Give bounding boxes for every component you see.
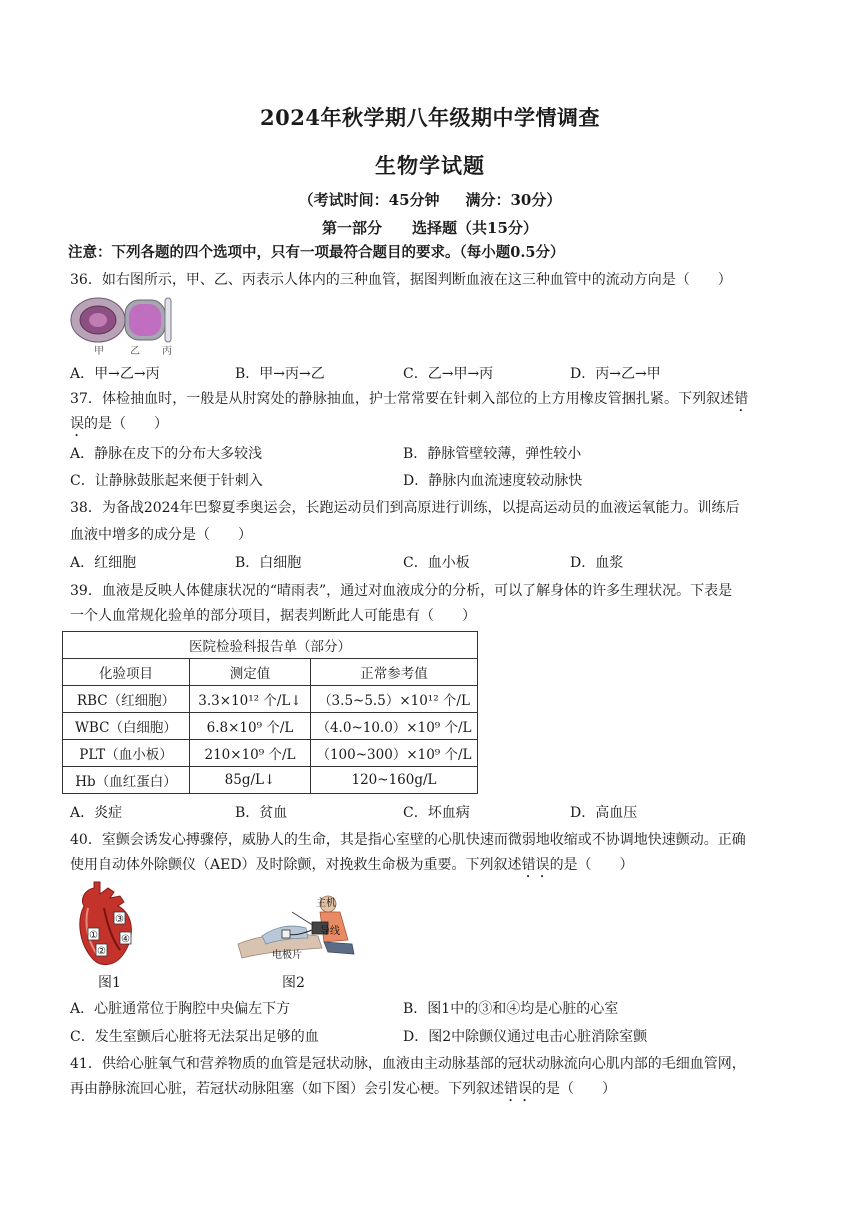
aed-label-electrode: 电极片 bbox=[272, 950, 302, 961]
q40-option-b: B．图1中的③和④均是心脏的心室 bbox=[403, 1001, 619, 1017]
blood-vessel-figure bbox=[70, 294, 174, 356]
table-cell: 3.3×10¹² 个/L↓ bbox=[190, 686, 311, 713]
table-cell: 85g/L↓ bbox=[190, 767, 311, 794]
q37-stem-line1: 37．体检抽血时，一般是从肘窝处的静脉抽血，护士常常要在针刺入部位的上方用橡皮管捆扎紧。下列叙述错 bbox=[70, 391, 749, 407]
table-row bbox=[63, 713, 478, 740]
q40-stem-line1: 40．室颤会诱发心搏骤停，威胁人的生命，其是指心室壁的心肌快速而微弱地收缩或不协调地快速颤动。正确 bbox=[70, 832, 746, 848]
q41-stem-line1: 41．供给心脏氧气和营养物质的血管是冠状动脉，血液由主动脉基部的冠状动脉流向心肌内部的毛细血管网， bbox=[70, 1056, 746, 1072]
q36-option-d: D．丙→乙→甲 bbox=[570, 366, 661, 382]
lab-report-table bbox=[62, 631, 478, 794]
table-cell: （4.0~10.0）×10⁹ 个/L bbox=[311, 713, 478, 740]
table-cell: 120~160g/L bbox=[311, 767, 478, 794]
q39-option-b: B．贫血 bbox=[235, 805, 288, 821]
fig1-mark-2: ② bbox=[97, 946, 106, 957]
q40-option-c: C．发生室颤后心脏将无法泵出足够的血 bbox=[70, 1029, 319, 1045]
q39-option-d: D．高血压 bbox=[570, 805, 638, 821]
table-cell: （100~300）×10⁹ 个/L bbox=[311, 740, 478, 767]
q39-option-c: C．坏血病 bbox=[403, 805, 470, 821]
table-header-row bbox=[63, 659, 478, 686]
exam-info bbox=[0, 189, 860, 210]
vessel-bing bbox=[165, 298, 171, 342]
q40-stem-line2: 使用自动体外除颤仪（AED）及时除颤，对挽救生命极为重要。下列叙述错误的是（ ） bbox=[70, 857, 634, 873]
q37-stem-line2: 误的是（ ） bbox=[70, 416, 168, 432]
subject-title: 生物学试题 bbox=[375, 153, 485, 178]
q36-option-a: A．甲→乙→丙 bbox=[70, 366, 160, 382]
q37-option-c: C．让静脉鼓胀起来便于针刺入 bbox=[70, 473, 263, 489]
fig-label-jia: 甲 bbox=[94, 346, 104, 356]
exam-title: 2024年秋学期八年级期中学情调查 bbox=[260, 105, 600, 130]
fig1-mark-3: ③ bbox=[115, 914, 124, 925]
fig-label-yi: 乙 bbox=[130, 346, 140, 356]
aed-label-main-unit: 主机 bbox=[316, 898, 336, 909]
part-heading: 第一部分 选择题（共15分） bbox=[322, 219, 538, 237]
q39-stem-line2: 一个人血常规化验单的部分项目，据表判断此人可能患有（ ） bbox=[70, 608, 476, 624]
fig2-caption: 图2 bbox=[282, 975, 305, 991]
q38-option-a: A．红细胞 bbox=[70, 555, 137, 571]
heart-figure bbox=[74, 878, 138, 970]
table-cell: Hb（血红蛋白） bbox=[63, 767, 190, 794]
table-cell: PLT（血小板） bbox=[63, 740, 190, 767]
q38-stem-line2: 血液中增多的成分是（ ） bbox=[70, 527, 252, 543]
table-row bbox=[63, 767, 478, 794]
exam-time: （考试时间：45分钟 bbox=[298, 191, 440, 209]
q39-stem-line1: 39．血液是反映人体健康状况的“晴雨表”，通过对血液成分的分析，可以了解身体的许多生理状况。下表是 bbox=[70, 583, 733, 599]
q41-stem-line2: 再由静脉流回心脏，若冠状动脉阻塞（如下图）会引发心梗。下列叙述错误的是（ ） bbox=[70, 1081, 616, 1097]
table-cell: 210×10⁹ 个/L bbox=[190, 740, 311, 767]
q40-option-d: D．图2中除颤仪通过电击心脏消除室颤 bbox=[403, 1029, 648, 1045]
table-cell: WBC（白细胞） bbox=[63, 713, 190, 740]
notice: 注意：下列各题的四个选项中，只有一项最符合题目的要求。（每小题0.5分） bbox=[68, 244, 565, 261]
aed-figure bbox=[232, 878, 362, 964]
table-row bbox=[63, 686, 478, 713]
q37-option-d: D．静脉内血流速度较动脉快 bbox=[403, 473, 583, 489]
table-header: 正常参考值 bbox=[311, 659, 478, 686]
q39-option-a: A．炎症 bbox=[70, 805, 123, 821]
table-row bbox=[63, 740, 478, 767]
q38-stem-line1: 38．为备战2024年巴黎夏季奥运会，长跑运动员们到高原进行训练，以提高运动员的血液运氧能力。训练后 bbox=[70, 500, 740, 516]
fig-label-bing: 丙 bbox=[162, 346, 172, 356]
q38-option-b: B．白细胞 bbox=[235, 555, 302, 571]
table-cell: 6.8×10⁹ 个/L bbox=[190, 713, 311, 740]
fig1-mark-1: ① bbox=[89, 930, 98, 941]
fig1-mark-4: ④ bbox=[121, 934, 130, 945]
q37-option-a: A．静脉在皮下的分布大多较浅 bbox=[70, 446, 263, 462]
aed-label-cable: 导线 bbox=[320, 926, 340, 937]
full-score: 满分：30分） bbox=[465, 191, 562, 209]
q37-option-b: B．静脉管壁较薄，弹性较小 bbox=[403, 446, 582, 462]
q36-option-c: C．乙→甲→丙 bbox=[403, 366, 494, 382]
table-cell: （3.5~5.5）×10¹² 个/L bbox=[311, 686, 478, 713]
table-cell: RBC（红细胞） bbox=[63, 686, 190, 713]
fig1-caption: 图1 bbox=[98, 975, 121, 991]
table-header: 测定值 bbox=[190, 659, 311, 686]
table-header: 化验项目 bbox=[63, 659, 190, 686]
q38-option-c: C．血小板 bbox=[403, 555, 470, 571]
q38-option-d: D．血浆 bbox=[570, 555, 624, 571]
q36-option-b: B．甲→丙→乙 bbox=[235, 366, 325, 382]
q40-option-a: A．心脏通常位于胸腔中央偏左下方 bbox=[70, 1001, 291, 1017]
q36-stem: 36．如右图所示，甲、乙、丙表示人体内的三种血管，据图判断血液在这三种血管中的流动方向是（ ） bbox=[70, 272, 732, 288]
table-caption: 医院检验科报告单（部分） bbox=[63, 632, 478, 659]
